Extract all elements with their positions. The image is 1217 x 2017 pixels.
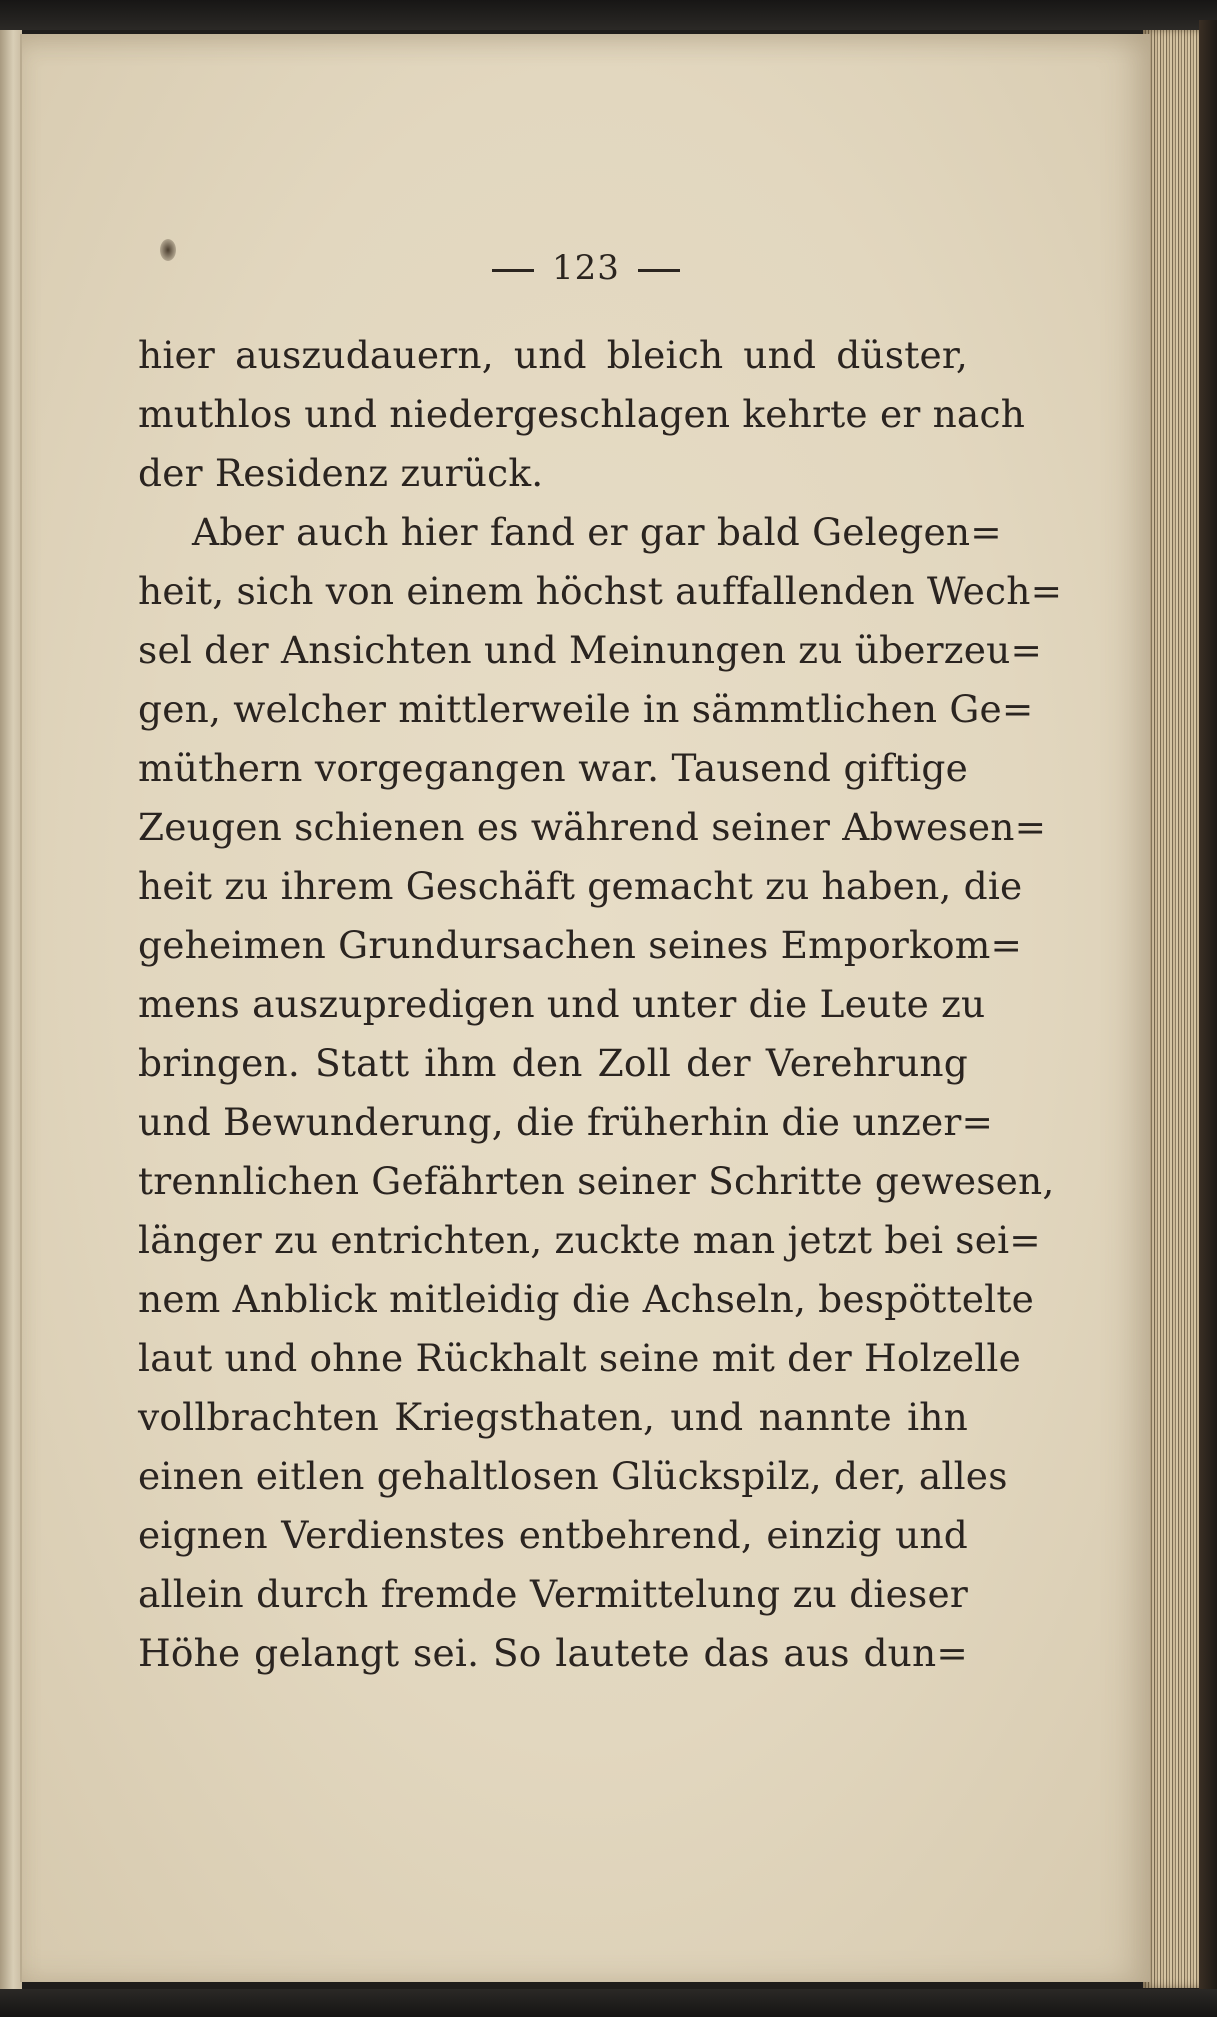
text-line: Zeugen schienen es während seiner Abwesen= [138, 805, 1047, 849]
header-dash-right [638, 269, 680, 272]
text-line: heit, sich von einem höchst auffallenden Wech= [138, 569, 1063, 613]
header-dash-left [492, 269, 534, 272]
book-cover-edge [1199, 20, 1217, 1997]
page-body-text [138, 326, 1063, 1683]
text-line: laut und ohne Rückhalt seine mit der Holzelle [138, 1336, 1021, 1380]
scan-top-edge [0, 0, 1217, 30]
text-line: hier auszudauern, und bleich und düster, [138, 333, 968, 377]
text-line: trennlichen Gefährten seiner Schritte gewesen, [138, 1159, 1055, 1203]
page-number: 123 [552, 248, 620, 288]
text-line: Höhe gelangt sei. So lautete das aus dun= [138, 1631, 968, 1675]
page-stack-edges [1143, 30, 1199, 1988]
text-line: und Bewunderung, die früherhin die unzer= [138, 1100, 994, 1144]
scan-bottom-edge [0, 1989, 1217, 2017]
text-line: bringen. Statt ihm den Zoll der Verehrung [138, 1041, 968, 1085]
text-line: sel der Ansichten und Meinungen zu überzeu= [138, 628, 1043, 672]
text-line: nem Anblick mitleidig die Achseln, bespöttelte [138, 1277, 1034, 1321]
text-line: länger zu entrichten, zuckte man jetzt bei sei= [138, 1218, 1041, 1262]
text-line: muthlos und niedergeschlagen kehrte er nach [138, 392, 1026, 436]
text-line: mens auszupredigen und unter die Leute zu [138, 982, 986, 1026]
book-page [20, 34, 1150, 1982]
text-line: allein durch fremde Vermittelung zu dieser [138, 1572, 968, 1616]
page-header [22, 248, 1150, 288]
text-line: müthern vorgegangen war. Tausend giftige [138, 746, 968, 790]
text-line: einen eitlen gehaltlosen Glückspilz, der, alles [138, 1454, 1008, 1498]
text-line: gen, welcher mittlerweile in sämmtlichen Ge= [138, 687, 1034, 731]
text-line: eignen Verdienstes entbehrend, einzig und [138, 1513, 968, 1557]
previous-page-edge [0, 30, 22, 1990]
text-line: der Residenz zurück. [138, 451, 544, 495]
text-line: vollbrachten Kriegsthaten, und nannte ihn [138, 1395, 968, 1439]
text-line: heit zu ihrem Geschäft gemacht zu haben, die [138, 864, 1023, 908]
text-line: geheimen Grundursachen seines Emporkom= [138, 923, 1023, 967]
text-line: Aber auch hier fand er gar bald Gelegen= [192, 510, 1002, 554]
